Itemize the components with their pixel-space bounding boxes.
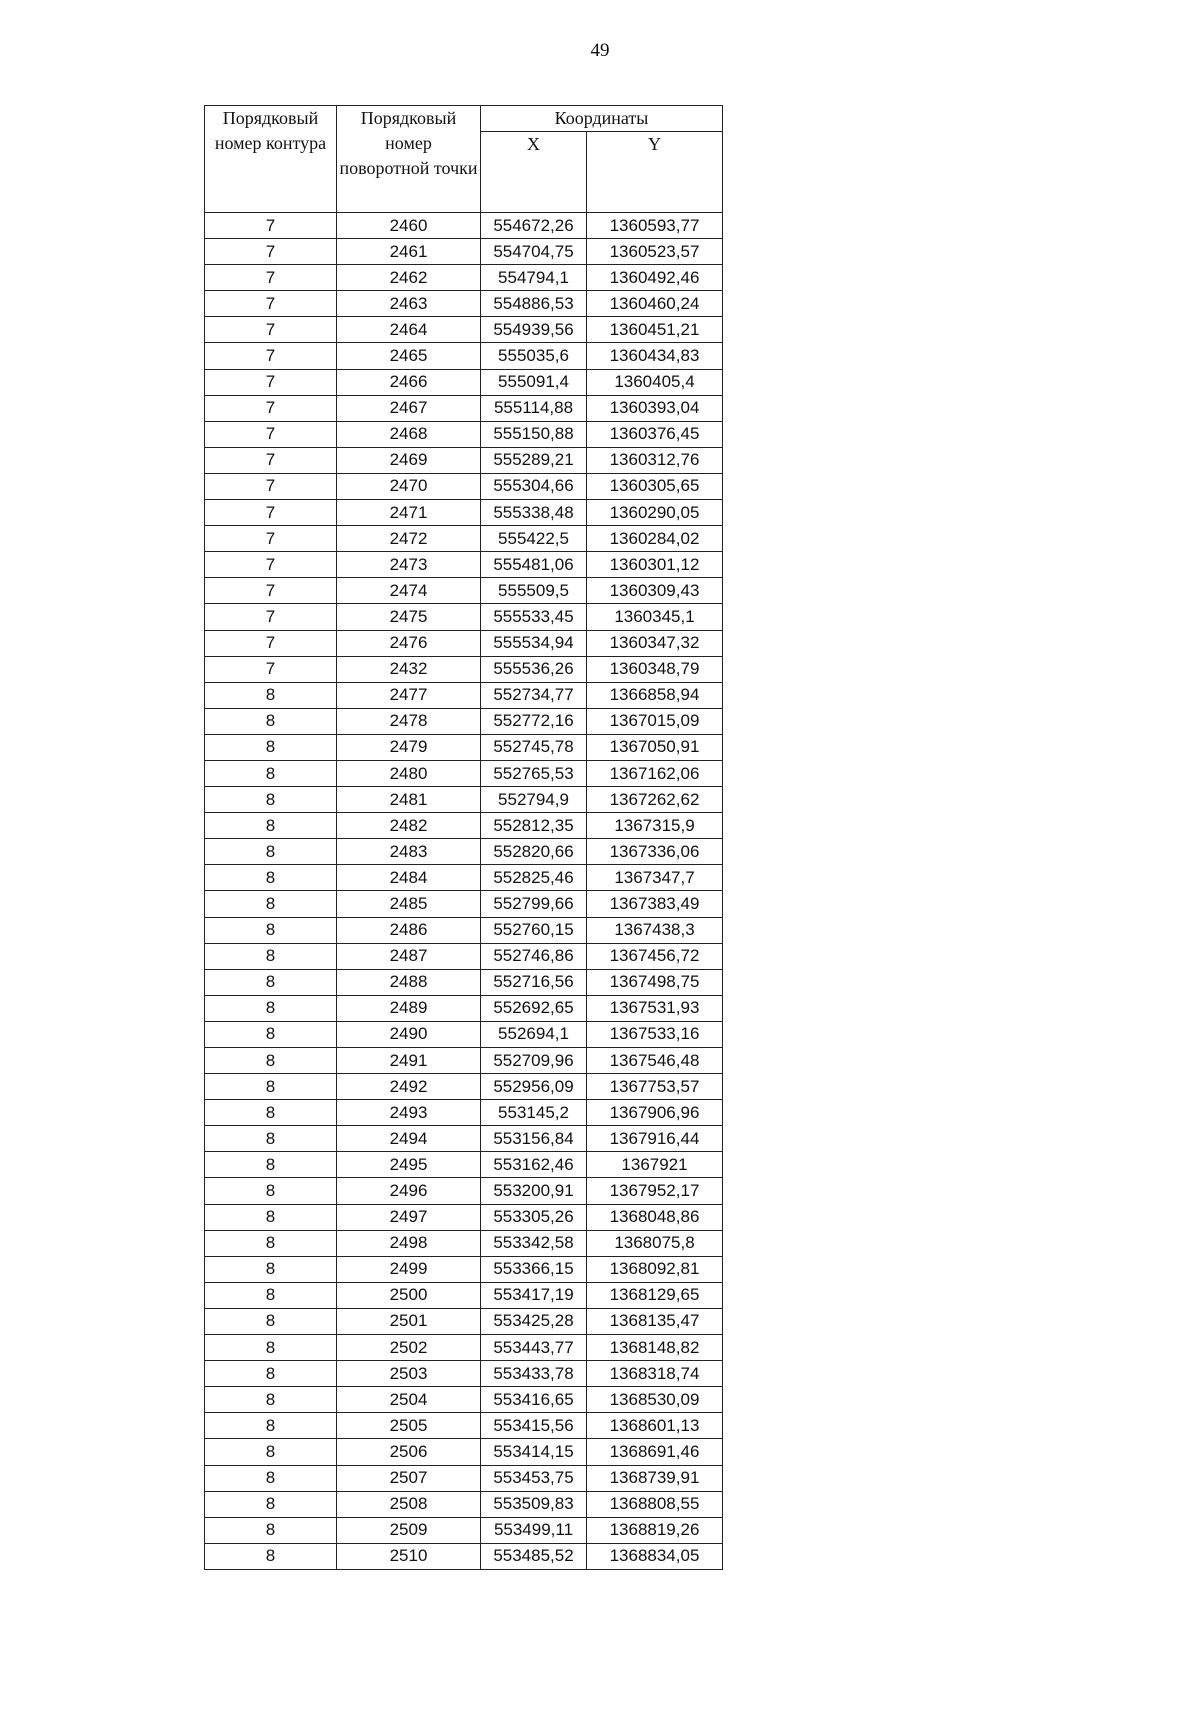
contour-cell: 8 <box>205 1100 337 1126</box>
y-cell: 1368048,86 <box>587 1204 723 1230</box>
x-cell: 554794,1 <box>481 265 587 291</box>
table-body <box>205 213 723 1570</box>
y-cell: 1360312,76 <box>587 447 723 473</box>
x-cell: 555533,45 <box>481 604 587 630</box>
y-cell: 1368129,65 <box>587 1282 723 1308</box>
x-cell: 552794,9 <box>481 787 587 813</box>
contour-cell: 8 <box>205 1308 337 1334</box>
contour-cell: 8 <box>205 917 337 943</box>
y-cell: 1368739,91 <box>587 1465 723 1491</box>
contour-cell: 8 <box>205 1439 337 1465</box>
table-row <box>205 317 723 343</box>
table-row <box>205 265 723 291</box>
x-cell: 552956,09 <box>481 1074 587 1100</box>
point-cell: 2466 <box>337 369 481 395</box>
y-cell: 1360492,46 <box>587 265 723 291</box>
contour-cell: 8 <box>205 708 337 734</box>
point-cell: 2472 <box>337 526 481 552</box>
contour-cell: 8 <box>205 1491 337 1517</box>
x-cell: 555114,88 <box>481 395 587 421</box>
table-row <box>205 1413 723 1439</box>
contour-cell: 8 <box>205 865 337 891</box>
x-cell: 555536,26 <box>481 656 587 682</box>
x-cell: 555509,5 <box>481 578 587 604</box>
table-row <box>205 1048 723 1074</box>
contour-cell: 7 <box>205 421 337 447</box>
point-cell: 2492 <box>337 1074 481 1100</box>
y-cell: 1368691,46 <box>587 1439 723 1465</box>
point-cell: 2503 <box>337 1361 481 1387</box>
contour-cell: 8 <box>205 1074 337 1100</box>
x-cell: 553305,26 <box>481 1204 587 1230</box>
y-cell: 1368318,74 <box>587 1361 723 1387</box>
x-cell: 552765,53 <box>481 760 587 786</box>
y-cell: 1367916,44 <box>587 1126 723 1152</box>
contour-cell: 8 <box>205 891 337 917</box>
point-cell: 2495 <box>337 1152 481 1178</box>
point-cell: 2471 <box>337 500 481 526</box>
x-cell: 553366,15 <box>481 1256 587 1282</box>
table-row <box>205 500 723 526</box>
table-row <box>205 813 723 839</box>
x-cell: 553417,19 <box>481 1282 587 1308</box>
contour-cell: 8 <box>205 1021 337 1047</box>
contour-cell: 8 <box>205 1335 337 1361</box>
table-row <box>205 1361 723 1387</box>
contour-cell: 8 <box>205 1387 337 1413</box>
point-cell: 2497 <box>337 1204 481 1230</box>
y-cell: 1367315,9 <box>587 813 723 839</box>
table-row <box>205 1465 723 1491</box>
table-row <box>205 1335 723 1361</box>
point-cell: 2461 <box>337 239 481 265</box>
y-cell: 1367347,7 <box>587 865 723 891</box>
x-cell: 552760,15 <box>481 917 587 943</box>
y-cell: 1367921 <box>587 1152 723 1178</box>
contour-cell: 8 <box>205 943 337 969</box>
y-cell: 1360345,1 <box>587 604 723 630</box>
table-row <box>205 604 723 630</box>
point-cell: 2489 <box>337 995 481 1021</box>
x-cell: 552734,77 <box>481 682 587 708</box>
contour-cell: 8 <box>205 1413 337 1439</box>
point-cell: 2460 <box>337 213 481 239</box>
contour-cell: 7 <box>205 395 337 421</box>
contour-cell: 7 <box>205 630 337 656</box>
x-cell: 555481,06 <box>481 552 587 578</box>
table-row <box>205 1491 723 1517</box>
point-cell: 2500 <box>337 1282 481 1308</box>
table-row <box>205 421 723 447</box>
x-cell: 553433,78 <box>481 1361 587 1387</box>
table-row <box>205 708 723 734</box>
point-cell: 2508 <box>337 1491 481 1517</box>
contour-cell: 8 <box>205 1204 337 1230</box>
table-row <box>205 369 723 395</box>
y-cell: 1368530,09 <box>587 1387 723 1413</box>
contour-cell: 7 <box>205 317 337 343</box>
x-cell: 553156,84 <box>481 1126 587 1152</box>
table-row <box>205 343 723 369</box>
y-cell: 1367262,62 <box>587 787 723 813</box>
contour-cell: 8 <box>205 1465 337 1491</box>
table-row <box>205 969 723 995</box>
point-cell: 2465 <box>337 343 481 369</box>
point-cell: 2509 <box>337 1517 481 1543</box>
y-cell: 1368135,47 <box>587 1308 723 1334</box>
contour-cell: 8 <box>205 1256 337 1282</box>
table-row <box>205 578 723 604</box>
table-row <box>205 734 723 760</box>
x-cell: 553200,91 <box>481 1178 587 1204</box>
y-cell: 1367336,06 <box>587 839 723 865</box>
x-cell: 553416,65 <box>481 1387 587 1413</box>
point-cell: 2479 <box>337 734 481 760</box>
table-row <box>205 760 723 786</box>
y-cell: 1367533,16 <box>587 1021 723 1047</box>
point-cell: 2475 <box>337 604 481 630</box>
table-row <box>205 682 723 708</box>
contour-cell: 8 <box>205 1152 337 1178</box>
y-cell: 1360305,65 <box>587 473 723 499</box>
x-cell: 552799,66 <box>481 891 587 917</box>
contour-cell: 8 <box>205 734 337 760</box>
point-cell: 2499 <box>337 1256 481 1282</box>
point-cell: 2464 <box>337 317 481 343</box>
y-cell: 1367906,96 <box>587 1100 723 1126</box>
x-cell: 554672,26 <box>481 213 587 239</box>
point-cell: 2485 <box>337 891 481 917</box>
contour-cell: 8 <box>205 1543 337 1569</box>
x-cell: 554939,56 <box>481 317 587 343</box>
table-row <box>205 239 723 265</box>
table-row <box>205 552 723 578</box>
table-row <box>205 630 723 656</box>
point-cell: 2482 <box>337 813 481 839</box>
contour-cell: 7 <box>205 604 337 630</box>
contour-cell: 7 <box>205 291 337 317</box>
x-cell: 554886,53 <box>481 291 587 317</box>
table-row <box>205 787 723 813</box>
x-cell: 553443,77 <box>481 1335 587 1361</box>
table-row <box>205 1021 723 1047</box>
y-cell: 1367498,75 <box>587 969 723 995</box>
table-row <box>205 943 723 969</box>
contour-cell: 8 <box>205 760 337 786</box>
contour-cell: 8 <box>205 969 337 995</box>
y-cell: 1368075,8 <box>587 1230 723 1256</box>
x-cell: 552694,1 <box>481 1021 587 1047</box>
y-cell: 1368092,81 <box>587 1256 723 1282</box>
y-cell: 1367546,48 <box>587 1048 723 1074</box>
point-cell: 2476 <box>337 630 481 656</box>
point-cell: 2477 <box>337 682 481 708</box>
point-cell: 2481 <box>337 787 481 813</box>
y-cell: 1360290,05 <box>587 500 723 526</box>
y-cell: 1360348,79 <box>587 656 723 682</box>
table-row <box>205 656 723 682</box>
point-cell: 2488 <box>337 969 481 995</box>
y-cell: 1367015,09 <box>587 708 723 734</box>
contour-cell: 8 <box>205 813 337 839</box>
x-cell: 555534,94 <box>481 630 587 656</box>
point-cell: 2493 <box>337 1100 481 1126</box>
y-cell: 1368819,26 <box>587 1517 723 1543</box>
contour-cell: 8 <box>205 839 337 865</box>
table-row <box>205 1517 723 1543</box>
contour-cell: 7 <box>205 578 337 604</box>
point-cell: 2467 <box>337 395 481 421</box>
x-cell: 555289,21 <box>481 447 587 473</box>
point-cell: 2494 <box>337 1126 481 1152</box>
point-cell: 2510 <box>337 1543 481 1569</box>
contour-cell: 8 <box>205 1126 337 1152</box>
x-cell: 553453,75 <box>481 1465 587 1491</box>
point-cell: 2504 <box>337 1387 481 1413</box>
contour-cell: 8 <box>205 787 337 813</box>
x-cell: 552772,16 <box>481 708 587 734</box>
y-cell: 1367050,91 <box>587 734 723 760</box>
x-cell: 552812,35 <box>481 813 587 839</box>
point-cell: 2483 <box>337 839 481 865</box>
y-cell: 1360376,45 <box>587 421 723 447</box>
table-row <box>205 1387 723 1413</box>
point-cell: 2468 <box>337 421 481 447</box>
contour-cell: 7 <box>205 447 337 473</box>
point-cell: 2484 <box>337 865 481 891</box>
point-cell: 2506 <box>337 1439 481 1465</box>
x-cell: 552716,56 <box>481 969 587 995</box>
contour-cell: 8 <box>205 1230 337 1256</box>
y-cell: 1360451,21 <box>587 317 723 343</box>
y-cell: 1366858,94 <box>587 682 723 708</box>
y-cell: 1360347,32 <box>587 630 723 656</box>
contour-cell: 8 <box>205 1282 337 1308</box>
header-y: Y <box>587 132 723 213</box>
point-cell: 2480 <box>337 760 481 786</box>
point-cell: 2505 <box>337 1413 481 1439</box>
y-cell: 1360309,43 <box>587 578 723 604</box>
point-cell: 2469 <box>337 447 481 473</box>
table-row <box>205 1126 723 1152</box>
contour-cell: 7 <box>205 369 337 395</box>
table-row <box>205 1204 723 1230</box>
x-cell: 553425,28 <box>481 1308 587 1334</box>
y-cell: 1368601,13 <box>587 1413 723 1439</box>
x-cell: 552746,86 <box>481 943 587 969</box>
y-cell: 1368808,55 <box>587 1491 723 1517</box>
table-row <box>205 1074 723 1100</box>
table-row <box>205 526 723 552</box>
contour-cell: 8 <box>205 1178 337 1204</box>
point-cell: 2470 <box>337 473 481 499</box>
point-cell: 2487 <box>337 943 481 969</box>
table-row <box>205 1230 723 1256</box>
contour-cell: 8 <box>205 1517 337 1543</box>
point-cell: 2501 <box>337 1308 481 1334</box>
point-cell: 2473 <box>337 552 481 578</box>
contour-cell: 7 <box>205 656 337 682</box>
x-cell: 553485,52 <box>481 1543 587 1569</box>
page-number: 49 <box>590 40 610 61</box>
table-row <box>205 1178 723 1204</box>
table-row <box>205 1439 723 1465</box>
point-cell: 2502 <box>337 1335 481 1361</box>
y-cell: 1360405,4 <box>587 369 723 395</box>
y-cell: 1367456,72 <box>587 943 723 969</box>
y-cell: 1360523,57 <box>587 239 723 265</box>
y-cell: 1360284,02 <box>587 526 723 552</box>
point-cell: 2498 <box>337 1230 481 1256</box>
table-row <box>205 447 723 473</box>
table-row <box>205 865 723 891</box>
contour-cell: 7 <box>205 552 337 578</box>
x-cell: 552692,65 <box>481 995 587 1021</box>
y-cell: 1360393,04 <box>587 395 723 421</box>
table-row <box>205 995 723 1021</box>
contour-cell: 7 <box>205 213 337 239</box>
y-cell: 1367383,49 <box>587 891 723 917</box>
table-row <box>205 891 723 917</box>
y-cell: 1367531,93 <box>587 995 723 1021</box>
table-row <box>205 1256 723 1282</box>
point-cell: 2490 <box>337 1021 481 1047</box>
contour-cell: 8 <box>205 995 337 1021</box>
x-cell: 552825,46 <box>481 865 587 891</box>
header-contour-number: Порядковый номер контура <box>205 106 337 213</box>
point-cell: 2486 <box>337 917 481 943</box>
header-x: X <box>481 132 587 213</box>
point-cell: 2432 <box>337 656 481 682</box>
header-coordinates: Координаты <box>481 106 723 132</box>
point-cell: 2496 <box>337 1178 481 1204</box>
y-cell: 1368834,05 <box>587 1543 723 1569</box>
x-cell: 552820,66 <box>481 839 587 865</box>
contour-cell: 7 <box>205 500 337 526</box>
table-row <box>205 1543 723 1569</box>
x-cell: 555422,5 <box>481 526 587 552</box>
table-row <box>205 1282 723 1308</box>
y-cell: 1367438,3 <box>587 917 723 943</box>
contour-cell: 8 <box>205 1048 337 1074</box>
table-row <box>205 395 723 421</box>
header-point-number: Порядковый номер поворотной точки <box>337 106 481 213</box>
table-row <box>205 1308 723 1334</box>
x-cell: 553509,83 <box>481 1491 587 1517</box>
x-cell: 554704,75 <box>481 239 587 265</box>
table-row <box>205 917 723 943</box>
table-row <box>205 213 723 239</box>
x-cell: 552709,96 <box>481 1048 587 1074</box>
x-cell: 555150,88 <box>481 421 587 447</box>
point-cell: 2507 <box>337 1465 481 1491</box>
contour-cell: 8 <box>205 1361 337 1387</box>
point-cell: 2478 <box>337 708 481 734</box>
y-cell: 1360301,12 <box>587 552 723 578</box>
x-cell: 553342,58 <box>481 1230 587 1256</box>
x-cell: 555338,48 <box>481 500 587 526</box>
contour-cell: 7 <box>205 526 337 552</box>
coordinates-table <box>204 105 723 1570</box>
x-cell: 553145,2 <box>481 1100 587 1126</box>
point-cell: 2491 <box>337 1048 481 1074</box>
table-row <box>205 1152 723 1178</box>
y-cell: 1367753,57 <box>587 1074 723 1100</box>
contour-cell: 8 <box>205 682 337 708</box>
x-cell: 553414,15 <box>481 1439 587 1465</box>
table-row <box>205 839 723 865</box>
y-cell: 1367952,17 <box>587 1178 723 1204</box>
y-cell: 1368148,82 <box>587 1335 723 1361</box>
contour-cell: 7 <box>205 343 337 369</box>
y-cell: 1367162,06 <box>587 760 723 786</box>
point-cell: 2462 <box>337 265 481 291</box>
table-row <box>205 473 723 499</box>
x-cell: 555035,6 <box>481 343 587 369</box>
x-cell: 553499,11 <box>481 1517 587 1543</box>
contour-cell: 7 <box>205 473 337 499</box>
point-cell: 2474 <box>337 578 481 604</box>
x-cell: 552745,78 <box>481 734 587 760</box>
y-cell: 1360460,24 <box>587 291 723 317</box>
x-cell: 553415,56 <box>481 1413 587 1439</box>
y-cell: 1360593,77 <box>587 213 723 239</box>
contour-cell: 7 <box>205 239 337 265</box>
table-row <box>205 291 723 317</box>
contour-cell: 7 <box>205 265 337 291</box>
x-cell: 555091,4 <box>481 369 587 395</box>
y-cell: 1360434,83 <box>587 343 723 369</box>
point-cell: 2463 <box>337 291 481 317</box>
x-cell: 553162,46 <box>481 1152 587 1178</box>
table-row <box>205 1100 723 1126</box>
x-cell: 555304,66 <box>481 473 587 499</box>
